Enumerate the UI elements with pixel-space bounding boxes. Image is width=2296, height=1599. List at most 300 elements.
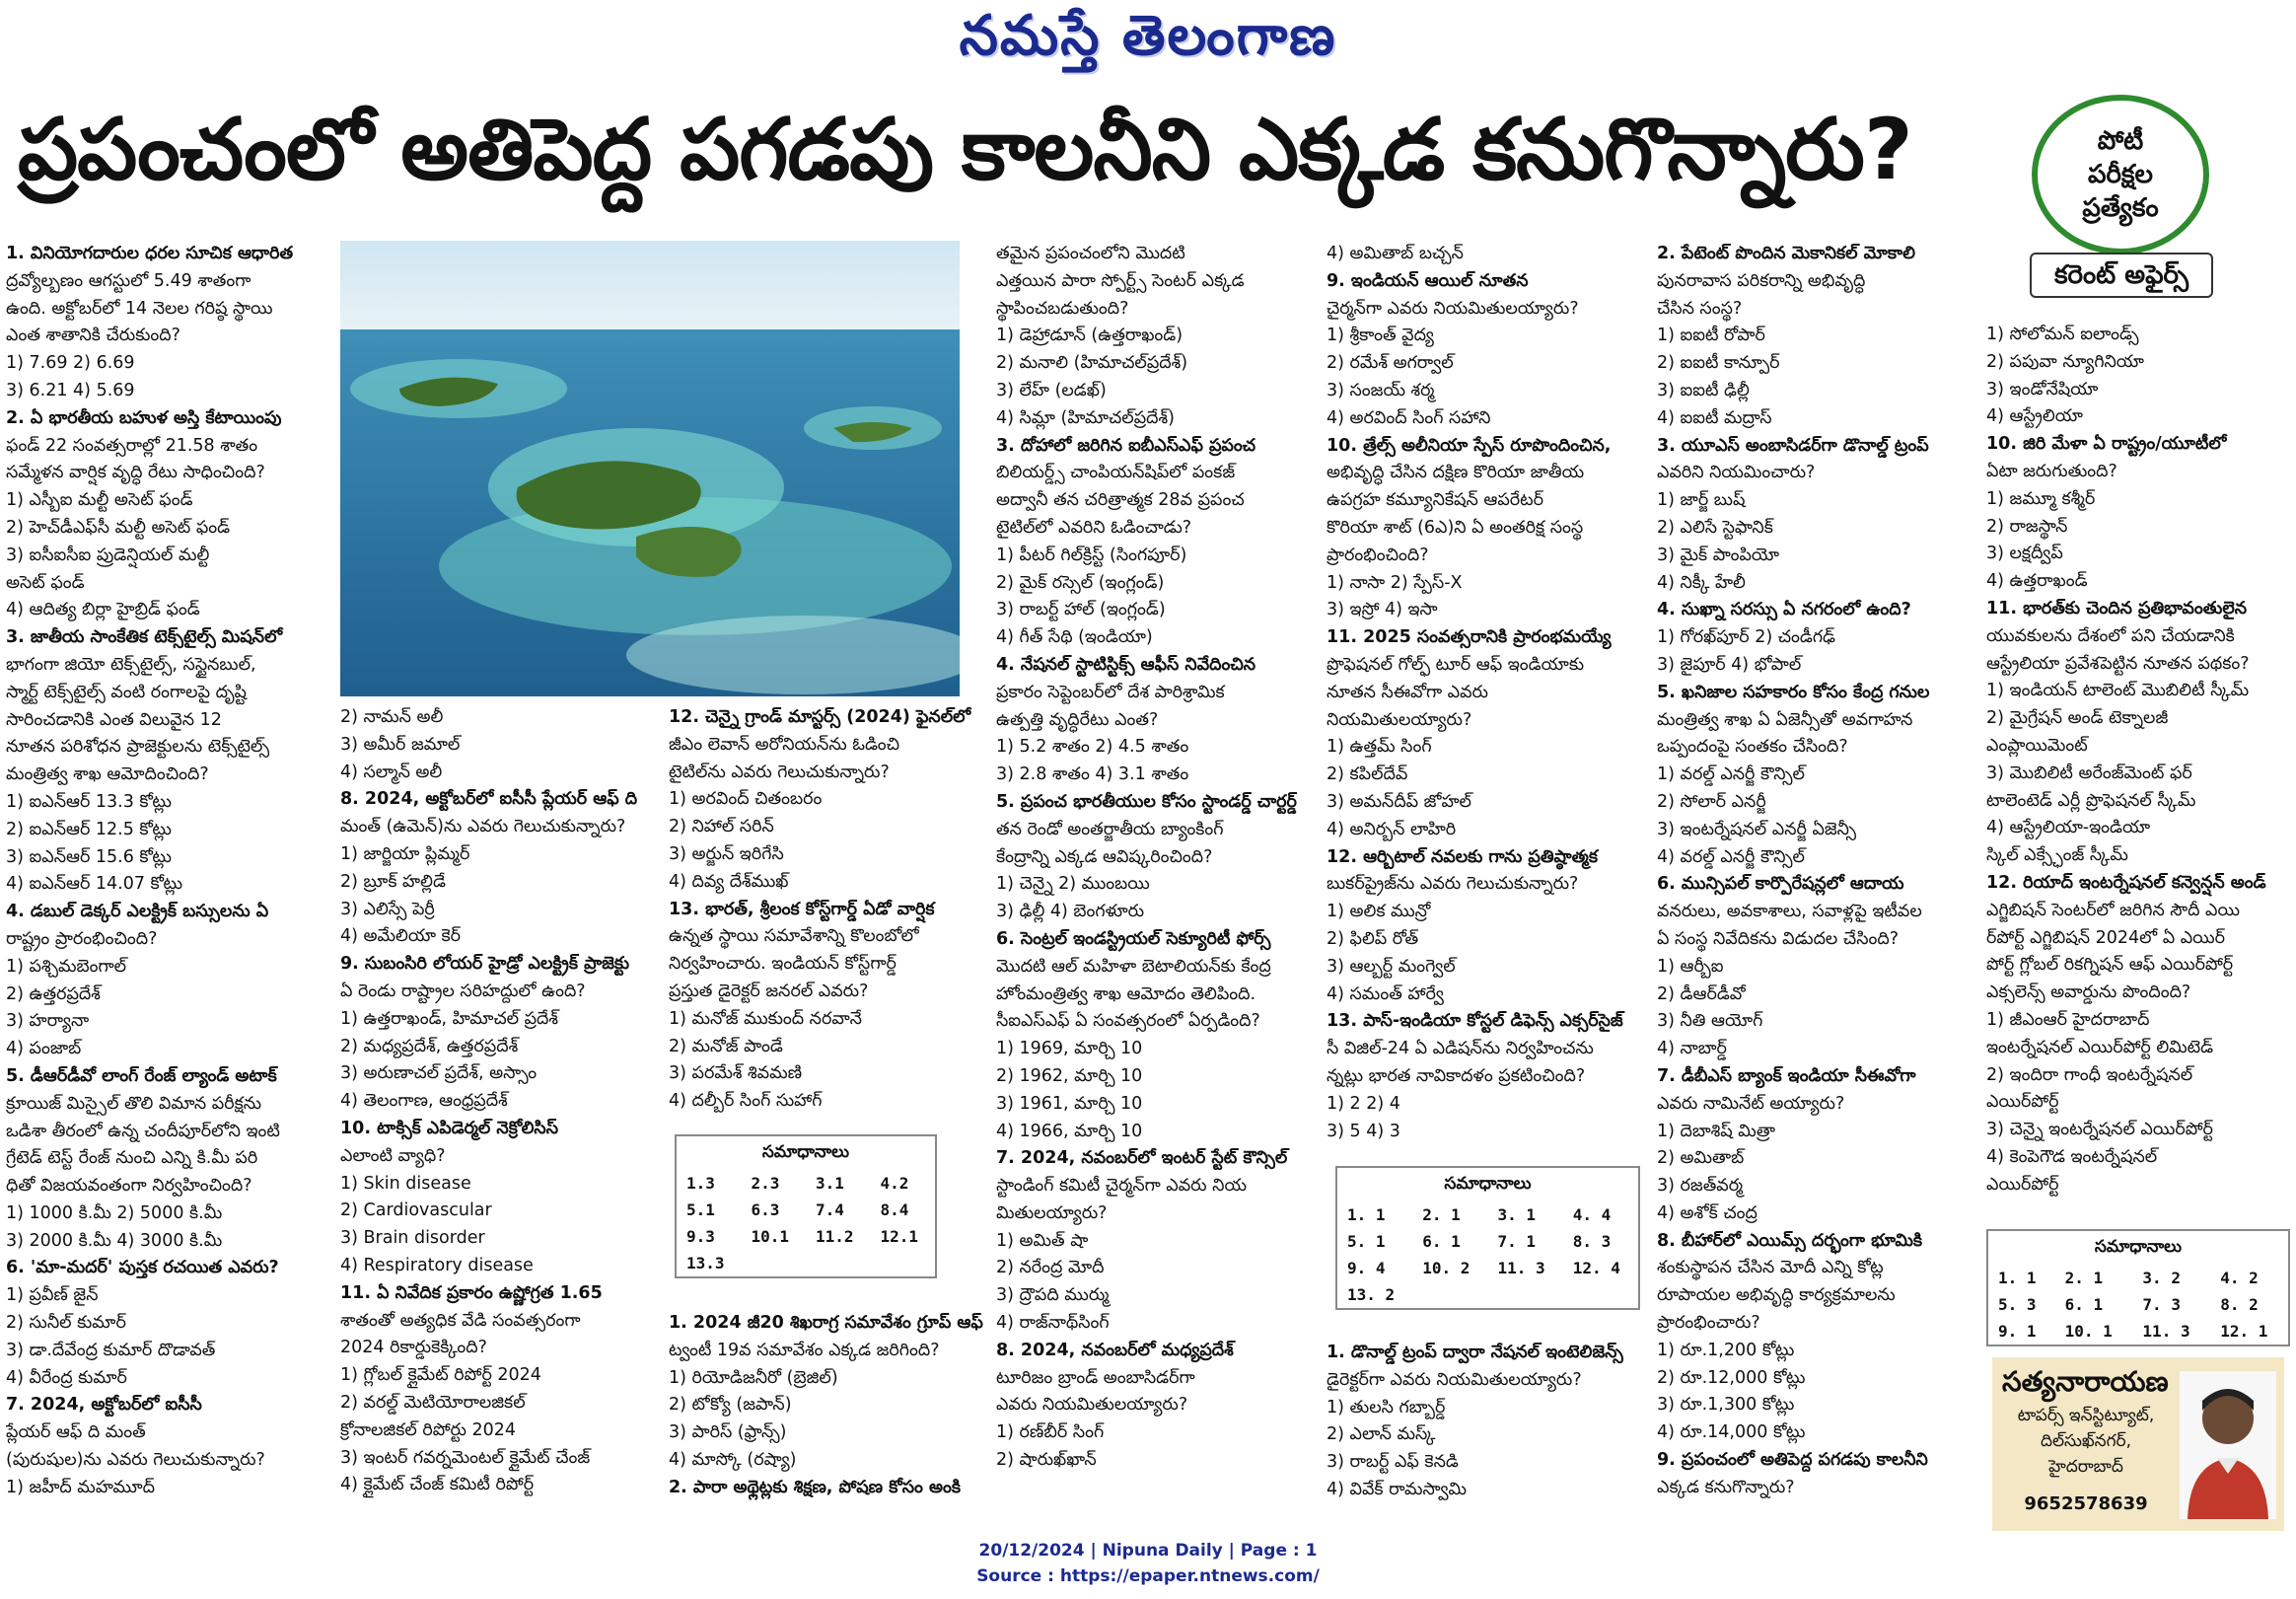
column-1 [6,241,339,1502]
text-line: 3) చెన్నై ఇంటర్నేషనల్ ఎయిర్‌పోర్ట్ [1986,1120,2213,1140]
answer-cell: 1. 1 [1998,1269,2037,1287]
text-line: టూరిజం బ్రాండ్ అంబాసిడర్‌గా [996,1367,1195,1388]
text-line: సారించడానికి ఎంత విలువైన 12 [6,709,222,730]
text-line: క్రూయిజ్ మిస్సైల్ తొలి విమాన పరీక్షను [6,1093,262,1114]
text-line: ప్రస్తుత డైరెక్టర్ జనరల్ ఎవరు? [669,981,869,1001]
text-line: ప్లేయర్ ఆఫ్ ది మంత్ [6,1422,146,1443]
text-line: 3) ఎలిస్సే పెర్రీ [340,899,435,919]
text-line: 3) ద్రౌపది ముర్ము [996,1285,1110,1306]
text-line: నియమితులయ్యారు? [1327,709,1472,730]
text-line: 3) రూ.1,300 కోట్లు [1657,1395,1795,1416]
text-line: కేంద్రాన్ని ఎక్కడ ఆవిష్కరించింది? [996,846,1213,867]
text-line: 4) దివ్య దేశ్‌ముఖ్ [669,871,789,892]
text-line: 2) ఎలిసే స్టెఫానిక్ [1657,517,1773,538]
column-3-bottom [669,1310,996,1502]
answer-cell: 11.2 [816,1227,854,1246]
text-line: గ్రేటెడ్ టెస్ట్ రేంజ్ నుంచి ఎన్ని కి.మీ పరి [6,1148,258,1169]
answer-cell: 5. 1 [1347,1232,1386,1251]
text-line: 1) జార్జియా ప్లిమ్మర్ [340,843,470,864]
text-line: 10. టాక్సిక్ ఎపిడెర్మల్ నెక్రోలిసిస్ [340,1118,558,1138]
text-line: రూపాయల అభివృద్ధి కార్యక్రమాలను [1657,1285,1896,1306]
text-line: 1) ఐఎన్ఆర్ 13.3 కోట్లు [6,791,172,812]
text-line: 2) నరేంద్ర మోదీ [996,1258,1105,1278]
text-line: ఉత్పత్తి వృద్ధిరేటు ఎంత? [996,709,1159,730]
text-line: 3) సంజయ్ శర్మ [1327,380,1435,400]
text-line: ఎక్కడ కనుగొన్నారు? [1657,1477,1795,1497]
text-line: 2) ఉత్తరప్రదేశ్ [6,983,101,1004]
text-line: 9. సుబంసిరి లోయర్ హైడ్రో ఎలక్ట్రిక్ ప్రాజెక్టు [340,954,630,975]
text-line: 1) గ్లోబల్ క్లైమేట్ రిపోర్ట్ 2024 [340,1365,541,1386]
text-line: టైటిల్‌ను ఎవరు గెలుచుకున్నారు? [669,762,890,782]
text-line: క్రోనాలజికల్ రిపోర్టు 2024 [340,1419,517,1440]
text-line: 4) సమంత్ హార్వే [1327,983,1444,1004]
text-line: 7. 2024, అక్టోబర్‌లో ఐసీసీ [6,1395,202,1416]
text-line: 2) సునీల్ కుమార్ [6,1313,126,1334]
text-line: 2) మైగ్రేషన్ అండ్ టెక్నాలజీ [1986,708,2169,729]
text-line: చైర్మన్‌గా ఎవరు నియమితులయ్యారు? [1327,298,1579,319]
text-line: 6. 'మా-మదర్' పుస్తక రచయిత ఎవరు? [6,1258,279,1278]
text-line: ప్రొఫెషనల్ గోల్ఫ్ టూర్ ఆఫ్ ఇండియాకు [1327,654,1585,675]
text-line: 1) Skin disease [340,1173,471,1194]
text-line: 2) పపువా న్యూగినియా [1986,351,2144,372]
text-line: నూతన పరిశోధన ప్రాజెక్టులను టెక్స్‌టైల్స్ [6,737,270,758]
text-line: 4) Respiratory disease [340,1255,534,1275]
answer-key-table [1337,1201,1638,1308]
text-line: ఎయిర్‌పోర్ట్ [1986,1092,2059,1113]
text-line: 3) పరమేశ్ శివమణి [669,1063,803,1084]
text-line: 7. డీబీఎస్ బ్యాంక్ ఇండియా సీఈవోగా [1657,1065,1916,1086]
text-line: 2) ఐఐటీ కాన్పూర్ [1657,353,1780,374]
text-line: 4) 1966, మార్చి 10 [996,1121,1143,1141]
text-line: 2) ఇందిరా గాంధీ ఇంటర్నేషనల్ [1986,1064,2193,1085]
text-line: 10. త్రేల్స్ అలీనియా స్పేస్ రూపొందించిన, [1327,435,1612,456]
answer-cell: 12. 4 [1572,1259,1620,1277]
text-line: 4) తెలంగాణ, ఆంధ్రప్రదేశ్ [340,1091,508,1112]
badge-line-1: పోటీ [2097,126,2144,156]
text-line: మొదటి ఆల్ మహిళా బెటాలియన్‌కు కేంద్ర [996,956,1271,977]
text-line: తమైన ప్రపంచంలోని మొదటి [996,244,1185,263]
answer-cell: 6.3 [751,1200,780,1219]
text-line: 1) శ్రీకాంత్ వైద్య [1327,326,1434,346]
author-affiliation [2002,1403,2170,1480]
text-line: ఎవరిని నియమించారు? [1657,463,1816,483]
text-line: 3) 2.8 శాతం 4) 3.1 శాతం [996,764,1189,785]
text-line: మంత్రిత్వ శాఖ ఏ ఏజెన్సీతో అవగాహన [1657,709,1913,730]
text-line: ఎలాంటి వ్యాధి? [340,1145,446,1166]
answer-cell: 1.3 [686,1174,715,1193]
text-line: హోంమంత్రిత్వ శాఖ ఆమోదం తెలిపింది. [996,983,1256,1004]
author-name: సత్యనారాయణ [2002,1365,2169,1398]
text-line: 1) 7.69 2) 6.69 [6,353,135,374]
answer-key-title: సమాధానాలు [761,1142,850,1162]
answer-cell: 1. 1 [1347,1205,1386,1224]
answer-cell: 11. 3 [1497,1259,1545,1277]
answer-cell: 8. 2 [2220,1295,2259,1314]
page-headline: ప్రపంచంలో అతిపెద్ద పగడపు కాలనీని ఎక్కడ కనుగొన్నారు? [18,101,1912,199]
text-line: 4) సల్మాన్ అలీ [340,762,443,782]
author-photo [2180,1371,2276,1519]
text-line: 3) ఇంటర్ గవర్నమెంటల్ క్లైమేట్ చేంజ్ [340,1447,591,1468]
text-line: బిలియర్డ్స్ చాంపియన్‌షిప్‌లో పంకజ్ [996,463,1236,483]
text-line: బుకర్‌ప్రైజ్‌ను ఎవరు గెలుచుకున్నారు? [1327,874,1579,895]
column-5-top [1327,241,1654,1145]
text-line: 2) డీఆర్‌డీవో [1657,983,1746,1004]
text-line: పోర్ట్ గ్లోబల్ రికగ్నిషన్ ఆఫ్ ఎయిర్‌పోర్ట్ [1986,955,2234,976]
text-line: 4. డబుల్ డెక్కర్ ఎలక్ట్రిక్ బస్సులను ఏ [6,902,269,922]
text-line: 6. సెంట్రల్ ఇండస్ట్రియల్ సెక్యూరిటీ ఫోర్స్ [996,928,1271,949]
text-line: ఎవరు నియమితులయ్యారు? [996,1395,1188,1416]
author-line-2: దిల్‌సుఖ్‌నగర్, [2040,1431,2132,1451]
text-line: నూతన సీఈవోగా ఎవరు [1327,682,1488,702]
text-line: ఎగ్జిబిషన్ సెంటర్‌లో జరిగిన సౌదీ ఎయి [1986,900,2240,920]
competitive-exams-badge [2032,95,2209,254]
answer-cell: 13.3 [686,1254,725,1272]
text-line: 1) 5.2 శాతం 2) 4.5 శాతం [996,737,1189,758]
text-line: 9. ప్రపంచంలో అతిపెద్ద పగడపు కాలనీని [1657,1450,1928,1471]
text-line: 3) 5 4) 3 [1327,1121,1400,1141]
newspaper-masthead: నమస్తే తెలంగాణ [959,4,1337,68]
text-line: ఎంత శాతానికి చేరుకుంది? [6,326,180,346]
text-line: జీఎం లెవాన్ అరోనియన్‌ను ఓడించి [669,734,899,755]
footer-date-line: 20/12/2024 | Nipuna Daily | Page : 1 [978,1541,1318,1561]
text-line: 3) 2000 కి.మీ 4) 3000 కి.మీ [6,1230,223,1251]
text-line: మంత్ (ఉమెన్)ను ఎవరు గెలుచుకున్నారు? [340,817,626,837]
text-line: 1) ఎస్బీఐ మల్టీ అసెట్ ఫండ్ [6,490,193,511]
text-line: ఉన్నత స్థాయి సమావేశాన్ని కొలంబోలో [669,926,919,947]
text-line: 2) ఎలాన్ మస్క్ [1327,1424,1436,1445]
answer-key-title: సమాధానాలు [1444,1174,1532,1194]
text-line: ఒప్పందంపై సంతకం చేసింది? [1657,737,1848,758]
answer-cell: 6. 1 [1422,1232,1461,1251]
text-line: 4) అశోక్ చంద్ర [1657,1202,1758,1223]
text-line: 5. ప్రపంచ భారతీయుల కోసం స్టాండర్డ్ చార్టర్డ్ [996,791,1297,812]
text-line: 3) ఇస్రో 4) ఇసా [1327,600,1438,620]
text-line: 2) బ్రూక్ హల్లిడే [340,871,446,892]
text-line: 4) ఉత్తరాఖండ్ [1986,571,2088,592]
answer-cell: 10.1 [751,1227,790,1246]
text-line: 3) 6.21 4) 5.69 [6,380,135,400]
text-line: డైరెక్టర్‌గా ఎవరు నియమితులయ్యారు? [1327,1369,1582,1390]
text-line: 2) రూ.12,000 కోట్లు [1657,1367,1806,1388]
text-line: 2) నిహాల్ సరిన్ [669,817,774,837]
text-line: 10. జిరి మేళా ఏ రాష్ట్రం/యూటీలో [1986,434,2227,455]
text-line: అద్వానీ తన చరిత్రాత్మక 28వ ప్రపంచ [996,490,1245,511]
text-line: ఎయిర్‌పోర్ట్ [1986,1174,2059,1195]
text-line: ఆస్ట్రేలియా ప్రవేశపెట్టిన నూతన పథకం? [1986,653,2250,674]
text-line: 1) ఆర్బీఐ [1657,956,1724,977]
answer-cell: 8.4 [880,1200,909,1219]
text-line: 1. డొనాల్డ్ ట్రంప్ ద్వారా నేషనల్ ఇంటెలిజెన్స్ [1327,1343,1623,1362]
text-line: 3. దోహాలో జరిగిన ఐబీఎస్‌ఎఫ్ ప్రపంచ [996,435,1256,456]
text-line: 2) ఐఎన్ఆర్ 12.5 కోట్లు [6,819,172,839]
text-line: 1) రూ.1,200 కోట్లు [1657,1340,1795,1360]
text-line: 3) ఇండోనేషియా [1986,379,2099,400]
text-line: 1) తులసి గబ్బార్డ్ [1327,1397,1446,1417]
footer-source-link[interactable]: Source : https://epaper.ntnews.com/ [976,1566,1320,1586]
text-line: 4) మాస్కో (రష్యా) [669,1449,797,1470]
text-line: మితులయ్యారు? [996,1202,1108,1223]
answer-cell: 7.4 [816,1200,844,1219]
text-line: ఫండ్ 22 సంవత్సరాల్లో 21.58 శాతం [6,435,258,456]
text-line: సీఐఎస్ఎఫ్ ఏ సంవత్సరంలో ఏర్పడింది? [996,1011,1260,1032]
text-line: 2) హెచ్‌డీఎఫ్‌సీ మల్టీ అసెట్ ఫండ్ [6,517,231,538]
text-line: సమ్మేళన వార్షిక వృద్ధి రేటు సాధించింది? [6,463,265,483]
text-line: ఏటా జరుగుతుంది? [1986,461,2117,481]
text-line: 2) మధ్యప్రదేశ్, ఉత్తరప్రదేశ్ [340,1036,519,1056]
text-line: టైటిల్‌లో ఎవరిని ఓడించాడు? [996,517,1192,538]
text-line: 11. ఏ నివేదిక ప్రకారం ఉష్ణోగ్రత 1.65 [340,1282,603,1303]
badge-line-3: ప్రత్యేకం [2082,193,2159,223]
text-line: 4) పంజాబ్ [6,1039,82,1059]
text-line: 1) 1000 కి.మీ 2) 5000 కి.మీ [6,1202,223,1223]
text-line: ర్‌పోర్ట్ ఎగ్జిబిషన్ 2024లో ఏ ఎయిర్ [1986,927,2226,948]
text-line: 4) నిక్కీ హేలీ [1657,572,1746,593]
text-line: కొరియా శాట్ (6ఎ)ని ఏ అంతరిక్ష సంస్థ [1327,517,1584,538]
answer-cell: 2. 1 [1422,1205,1461,1224]
text-line: 3) డా.దేవేంద్ర కుమార్ దొడావత్ [6,1340,216,1360]
text-line: చేసిన సంస్థ? [1657,298,1743,319]
text-line: 6. మున్సిపల్ కార్పొరేషన్లలో ఆదాయ [1657,874,1904,895]
text-line: ప్రారంభించింది? [1327,545,1429,565]
answer-cell: 12. 1 [2220,1322,2268,1341]
author-phone: 9652578639 [2024,1493,2148,1514]
text-line: 3) లేహ్ (లడఖ్) [996,380,1107,400]
answer-cell: 7. 1 [1497,1232,1537,1251]
answer-key-table [1988,1265,2288,1345]
answer-key-box-3 [1986,1229,2290,1346]
column-7 [1986,322,2292,1199]
text-line: 12. చెన్నై గ్రాండ్ మాస్టర్స్ (2024) ఫైనల్‌లో [669,707,971,727]
text-line: 4) గీత్ సేథి (ఇండియా) [996,627,1153,648]
text-line: 2) సోలార్ ఎనర్జీ [1657,791,1766,812]
text-line: ప్రకారం సెప్టెంబర్‌లో దేశ పారిశ్రామిక [996,682,1225,702]
answer-cell: 5. 3 [1998,1295,2037,1314]
text-line: 3) ఆల్బర్ట్ మంగ్వెల్ [1327,956,1456,977]
text-line: 1) జార్జ్ బుష్ [1657,490,1746,511]
text-line: 1) ఐఐటీ రోపార్ [1657,326,1765,346]
text-line: 7. 2024, నవంబర్‌లో ఇంటర్ స్టేట్ కౌన్సిల్ [996,1148,1288,1169]
text-line: 4) వీరేంద్ర కుమార్ [6,1367,127,1388]
text-line: 1) జహీద్ మహమూద్ [6,1477,155,1497]
text-line: 1) జమ్మూ కశ్మీర్ [1986,488,2096,509]
answer-cell: 3. 1 [1497,1205,1537,1224]
text-line: 3) అరుణాచల్ ప్రదేశ్, అస్సాం [340,1063,538,1084]
text-line: 12. ఆర్బిటాల్ నవలకు గాను ప్రతిష్ఠాత్మక [1327,846,1598,867]
text-line: 3) మొబిలిటీ అరేంజ్‌మెంట్ ఫర్ [1986,763,2192,783]
text-line: ఏ సంస్థ నివేదికను విడుదల చేసింది? [1657,928,1900,949]
text-line: 1. వినియోగదారుల ధరల సూచిక ఆధారిత [6,244,294,263]
text-line: ఉంది. అక్టోబర్‌లో 14 నెలల గరిష్ఠ స్థాయి [6,298,273,319]
text-line: 2) ఫిలిప్ రోత్ [1327,928,1419,949]
text-line: 3) నీతి ఆయోగ్ [1657,1011,1763,1032]
text-line: 4. నేషనల్ స్టాటిస్టిక్స్ ఆఫీస్ నివేదించిన [996,654,1256,675]
text-line: 2) షారుఖ్‌ఖాన్ [996,1450,1097,1471]
text-line: 4) అరవింద్ సింగ్ సహాని [1327,407,1491,428]
author-line-1: టాపర్స్ ఇన్‌స్టిట్యూట్, [2017,1406,2155,1425]
text-line: 8. 2024, నవంబర్‌లో మధ్యప్రదేశ్ [996,1340,1234,1360]
text-line: 4) ఐఐటీ మద్రాస్ [1657,407,1772,428]
text-line: 3) జైపూర్ 4) భోపాల్ [1657,654,1802,675]
text-line: 13. పాస్-ఇండియా కోస్టల్ డిఫెన్స్ ఎక్సర్‌సైజ్ [1327,1011,1623,1032]
answer-cell: 3.1 [816,1174,844,1193]
text-line: 8. బీహార్‌లో ఎయిమ్స్ దర్భంగా భూమికి [1657,1230,1922,1251]
text-line: భాగంగా జియో టెక్స్‌టైల్స్, సస్టైనబుల్, [6,654,256,675]
text-line: 4) సిమ్లా (హిమాచల్‌ప్రదేశ్) [996,407,1175,428]
text-line: 2) Cardiovascular [340,1200,492,1221]
text-line: 1) డెహ్రాడూన్ (ఉత్తరాఖండ్) [996,326,1184,346]
text-line: 3) ఐఎన్ఆర్ 15.6 కోట్లు [6,846,172,867]
text-line: ఎంప్లాయిమెంట్ [1986,735,2088,756]
text-line: 1) ఉత్తరాఖండ్, హిమాచల్ ప్రదేశ్ [340,1008,559,1029]
text-line: 1) వరల్డ్ ఎనర్జీ కౌన్సిల్ [1657,764,1805,785]
text-line: టాలెంటెడ్ ఎర్లీ ప్రొఫెషనల్ స్కీమ్ [1986,790,2196,811]
text-line: 1) నాసా 2) స్పేస్-X [1327,572,1463,593]
answer-cell: 3. 2 [2142,1269,2181,1287]
text-line: ధితో విజయవంతంగా నిర్వహించింది? [6,1176,252,1197]
text-line: 4. సుఖ్నా సరస్సు ఏ నగరంలో ఉంది? [1657,600,1911,620]
text-line: 3) Brain disorder [340,1228,485,1249]
text-line: 1) అలిక మున్రో [1327,902,1431,922]
text-line: అభివృద్ధి చేసిన దక్షిణ కొరియా జాతీయ [1327,463,1585,483]
author-line-3: హైదరాబాద్ [2048,1457,2123,1477]
text-line: 13. భారత్, శ్రీలంక కోస్ట్‌గార్డ్ ఏడో వార్షిక [669,899,935,919]
answer-cell: 10. 1 [2064,1322,2113,1341]
text-line: 3. జాతీయ సాంకేతిక టెక్స్‌టైల్స్ మిషన్‌లో [6,627,283,648]
author-box [1992,1357,2284,1531]
text-line: 11. భారత్‌కు చెందిన ప్రతిభావంతులైన [1986,598,2248,618]
text-line: 4) నాబార్డ్ [1657,1039,1727,1059]
text-line: మంత్రిత్వ శాఖ ఆమోదించింది? [6,764,209,785]
text-line: 1) జీఎంఆర్ హైదరాబాద్ [1986,1009,2150,1030]
text-line: 1) ఉత్తమ్ సింగ్ [1327,737,1432,758]
text-line: 1) చెన్నై 2) ముంబయి [996,874,1150,895]
text-line: రాష్ట్రం ప్రారంభించింది? [6,928,158,949]
text-line: స్కిల్ ఎక్స్ఛేంజ్ స్కీమ్ [1986,845,2128,866]
text-line: 1) పీటర్ గిల్‌క్రిస్ట్ (సింగపూర్) [996,545,1187,565]
text-line: శాతంతో అత్యధిక వేడి సంవత్సరంగా [340,1310,581,1331]
answer-key-box-1 [675,1134,937,1278]
text-line: 3. యూఎస్ అంబాసిడర్‌గా డొనాల్డ్ ట్రంప్ [1657,435,1929,456]
text-line: 1. 2024 జీ20 శిఖరాగ్ర సమావేశం గ్రూప్ ఆఫ్ [669,1313,983,1333]
text-line: సీ విజిల్-24 ఏ ఎడిషన్‌ను నిర్వహించను [1327,1039,1594,1059]
answer-cell: 9.3 [686,1227,715,1246]
text-line: 3) పారిస్ (ఫ్రాన్స్) [669,1422,787,1443]
text-line: 4) అమితాబ్ బచ్చన్ [1327,244,1464,263]
text-line: 4) అనిర్బన్ లాహిరి [1327,819,1457,839]
text-line: 2. ఏ భారతీయ బహుళ అస్తి కేటాయింపు [6,407,282,428]
text-line: 1) ఇండియన్ టాలెంట్ మొబిలిటీ స్కీమ్ [1986,681,2250,701]
text-line: న్నట్లు భారత నావికాదళం ప్రకటించింది? [1327,1065,1586,1086]
text-line: తన రెండో అంతర్జాతీయ బ్యాంకింగ్ [996,819,1224,839]
column-6 [1657,241,1984,1502]
text-line: 2) మనాలి (హిమాచల్‌ప్రదేశ్) [996,353,1188,374]
answer-cell: 9. 4 [1347,1259,1386,1277]
answer-key-table [677,1170,935,1276]
column-3-top [669,704,996,1116]
text-line: 8. 2024, అక్టోబర్‌లో ఐసీసీ ప్లేయర్ ఆఫ్ ది [340,789,638,810]
badge-line-2: పరీక్షల [2088,160,2153,189]
text-line: 1) పశ్చిమబెంగాల్ [6,956,126,977]
text-line: 1) గోరఖ్‌పూర్ 2) చండీగఢ్ [1657,627,1836,648]
text-line: 2) 1962, మార్చి 10 [996,1065,1143,1086]
text-line: ఉపగ్రహ కమ్యూనికేషన్ ఆపరేటర్ [1327,490,1544,511]
text-line: 1) రియోడిజనీరో (బ్రెజిల్) [669,1367,838,1388]
text-line: 4) ఆస్ట్రేలియా [1986,406,2083,427]
answer-key-title: సమాధానాలు [2094,1237,2183,1257]
text-line: 9. ఇండియన్ ఆయిల్ నూతన [1327,270,1529,291]
text-line: ఏ రెండు రాష్ట్రాల సరిహద్దులో ఉంది? [340,981,586,1001]
text-line: ఒడిశా తీరంలో ఉన్న చందీపూర్‌లోని ఇంటి [6,1121,280,1141]
text-line: 2) రాజస్థాన్ [1986,516,2068,537]
text-line: 3) ఐఐటీ ఢిల్లీ [1657,380,1750,400]
text-line: 2) మనోజ్ పాండే [669,1036,783,1056]
text-line: 4) అమేలియా కెర్ [340,926,462,947]
text-line: ఎత్తయిన పారా స్పోర్ట్స్ సెంటర్ ఎక్కడ [996,270,1245,291]
text-line: 2) టోక్యో (జపాన్) [669,1395,792,1416]
text-line: 2) కపిల్‌దేవ్ [1327,764,1408,785]
text-line: 3) రజత్‌వర్మ [1657,1176,1744,1197]
text-line: 3) హర్యానా [6,1011,90,1032]
text-line: 2) రమేశ్ అగర్వాల్ [1327,353,1454,374]
text-line: ఎవరు నామినేట్ అయ్యారు? [1657,1093,1845,1114]
text-line: 3) అమన్‌దీప్ జోహల్ [1327,791,1471,812]
text-line: స్థాపించబడుతుంది? [996,298,1129,319]
text-line: వనరులు, అవకాశాలు, సవాళ్లపై ఇటీవల [1657,902,1922,922]
answer-cell: 9. 1 [1998,1322,2037,1341]
text-line: 1) దెబాశిష్ మిత్రా [1657,1121,1775,1141]
text-line: 2) నామన్ అలీ [340,707,444,727]
text-line: 3) రాబర్ట్ ఎఫ్ కెనడి [1327,1452,1459,1473]
answer-cell: 8. 3 [1572,1232,1612,1251]
text-line: 5. ఖనిజాల సహకారం కోసం కేంద్ర గనుల [1657,682,1930,702]
answer-cell: 2.3 [751,1174,780,1193]
text-line: 4) ఆస్ట్రేలియా-ఇండియా [1986,818,2151,838]
text-line: 1) అమిత్ షా [996,1230,1089,1251]
text-line: 3) రాబర్ట్ హాల్ (ఇంగ్లండ్) [996,600,1166,620]
text-line: ప్రారంభించారు? [1657,1313,1760,1334]
text-line: 1) సోలోమన్ ఐలాండ్స్ [1986,325,2139,344]
text-line: 2. పేటెంట్ పొందిన మెకానికల్ మోకాలి [1657,244,1915,263]
text-line: 4) ఆదిత్య బిర్లా హైబ్రిడ్ ఫండ్ [6,600,200,620]
text-line: ఇంటర్నేషనల్ ఎయిర్‌పోర్ట్ లిమిటెడ్ [1986,1037,2214,1057]
answer-cell: 12.1 [880,1227,919,1246]
text-line: (పురుషుల)ను ఎవరు గెలుచుకున్నారు? [6,1450,265,1471]
answer-cell: 11. 3 [2142,1322,2190,1341]
answer-cell: 7. 3 [2142,1295,2181,1314]
text-line: 1) 2 2) 4 [1327,1093,1400,1114]
answer-cell: 10. 2 [1422,1259,1471,1277]
text-line: నిర్వహించారు. ఇండియన్ కోస్ట్‌గార్డ్ [669,954,897,975]
text-line: ఎక్సలెన్స్ అవార్డును పొందింది? [1986,982,2191,1003]
text-line: 2. పారా అథ్లెట్లకు శిక్షణ, పోషణ కోసం అంకి [669,1477,961,1497]
text-line: 3) 1961, మార్చి 10 [996,1093,1143,1114]
column-5-bottom [1327,1340,1654,1504]
answer-cell: 4. 4 [1572,1205,1612,1224]
text-line: 2) అమితాబ్ [1657,1148,1745,1169]
text-line: 5. డీఆర్‌డీవో లాంగ్ రేంజ్ ల్యాండ్ అటాక్ [6,1065,277,1086]
text-line: 4) రాజ్‌నాథ్‌సింగ్ [996,1313,1110,1334]
text-line: 4) వరల్డ్ ఎనర్జీ కౌన్సిల్ [1657,846,1805,867]
text-line: 1) ప్రవీణ్ జైన్ [6,1285,99,1306]
text-line: యువకులను దేశంలో పని చేయడానికి [1986,625,2235,646]
text-line: 4) వివేక్ రామస్వామి [1327,1479,1468,1499]
text-line: పునరావాస పరికరాన్ని అభివృద్ధి [1657,270,1866,291]
text-line: 2) మైక్ రస్సెల్ (ఇంగ్లండ్) [996,572,1165,593]
text-line: స్మార్ట్ టెక్స్‌టైల్స్ వంటి రంగాలపై దృష్టి [6,682,247,702]
text-line: 3) అమీర్ జమాల్ [340,734,461,755]
text-line: 1) 1969, మార్చి 10 [996,1039,1143,1059]
text-line: 4) రూ.14,000 కోట్లు [1657,1422,1806,1443]
